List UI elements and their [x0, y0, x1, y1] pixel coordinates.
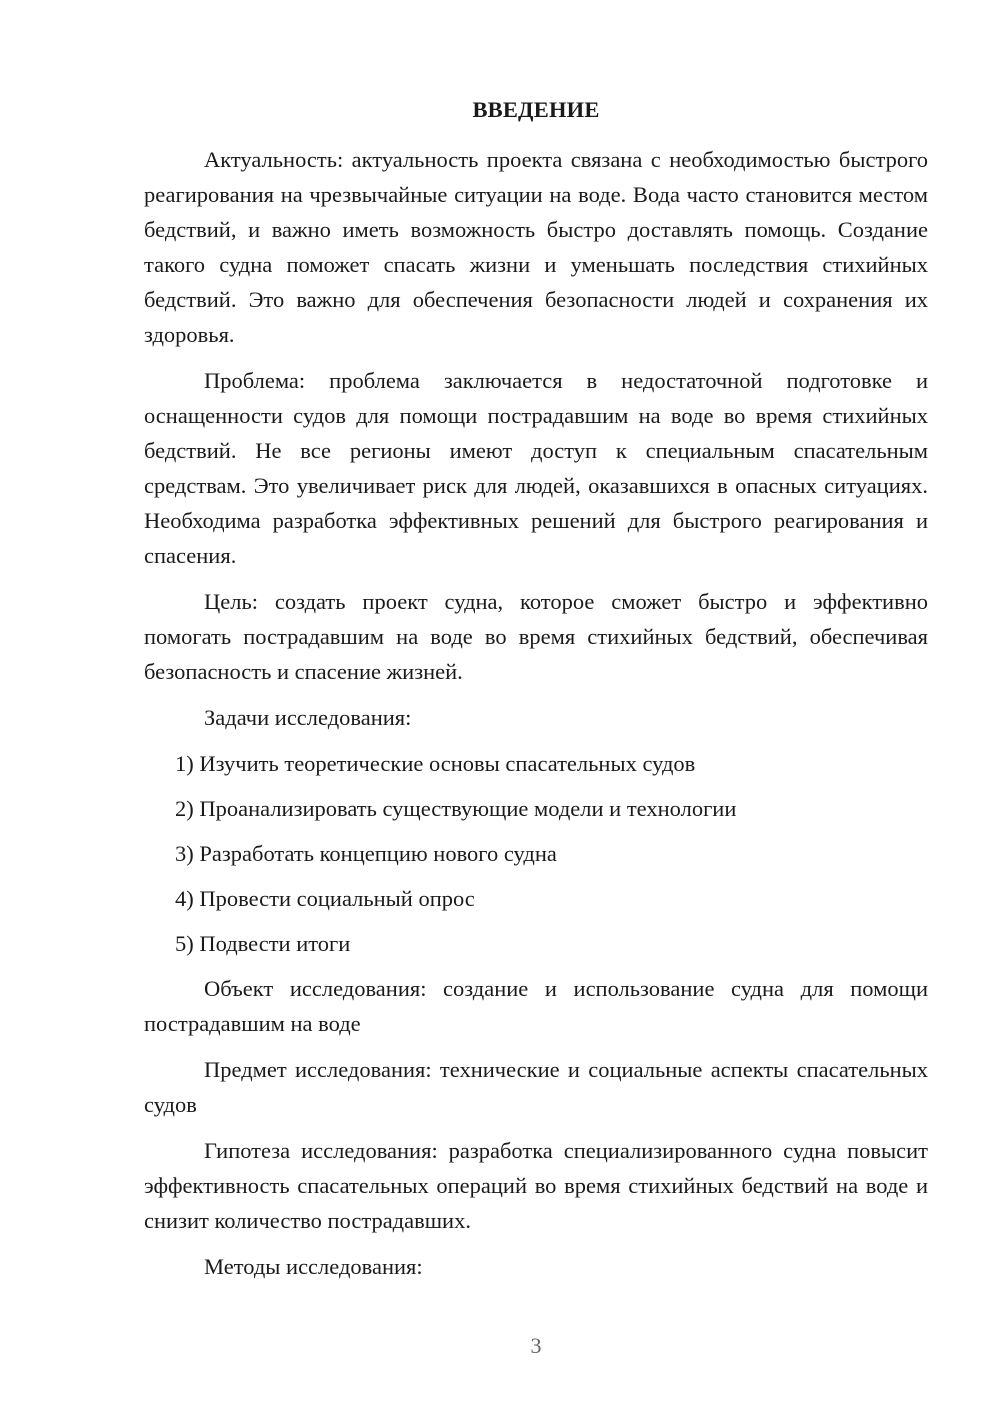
tasks-list — [144, 746, 928, 961]
relevance-paragraph: Актуальность: актуальность проекта связана с необходимостью быстрого реагирования на чрезвычайные ситуации на воде. Вода часто становится местом бедствий, и важно иметь возможность быстро доставлять помощь. Создание такого судна поможет спасать жизни и уменьшать последствия стихийных бедствий. Это важно для обеспечения безопасности людей и сохранения их здоровья. — [144, 147, 928, 347]
hypothesis-paragraph: Гипотеза исследования: разработка специализированного судна повысит эффективность спасательных операций во время стихийных бедствий на воде и снизит количество пострадавших. — [144, 1138, 928, 1233]
problem-paragraph: Проблема: проблема заключается в недостаточной подготовке и оснащенности судов для помощи пострадавшим на воде во время стихийных бедствий. Не все регионы имеют доступ к специальным спасательным средствам. Это увеличивает риск для людей, оказавшихся в опасных ситуациях. Необходима разработка эффективных решений для быстрого реагирования и спасения. — [144, 368, 928, 568]
list-item: 4) Провести социальный опрос — [175, 886, 475, 911]
list-item: 2) Проанализировать существующие модели и технологии — [175, 796, 737, 821]
list-item: 5) Подвести итоги — [175, 931, 351, 956]
methods-heading: Методы исследования: — [204, 1254, 423, 1279]
page-content — [144, 92, 928, 1295]
section-title: ВВЕДЕНИЕ — [472, 97, 600, 122]
list-item: 1) Изучить теоретические основы спасательных судов — [175, 751, 696, 776]
subject-paragraph: Предмет исследования: технические и социальные аспекты спасательных судов — [144, 1057, 928, 1117]
page-number: 3 — [530, 1333, 542, 1358]
object-paragraph: Объект исследования: создание и использование судна для помощи пострадавшим на воде — [144, 976, 928, 1036]
tasks-heading: Задачи исследования: — [204, 705, 412, 730]
list-item: 3) Разработать концепцию нового судна — [175, 841, 557, 866]
goal-paragraph: Цель: создать проект судна, которое сможет быстро и эффективно помогать пострадавшим на воде во время стихийных бедствий, обеспечивая безопасность и спасение жизней. — [144, 589, 928, 684]
